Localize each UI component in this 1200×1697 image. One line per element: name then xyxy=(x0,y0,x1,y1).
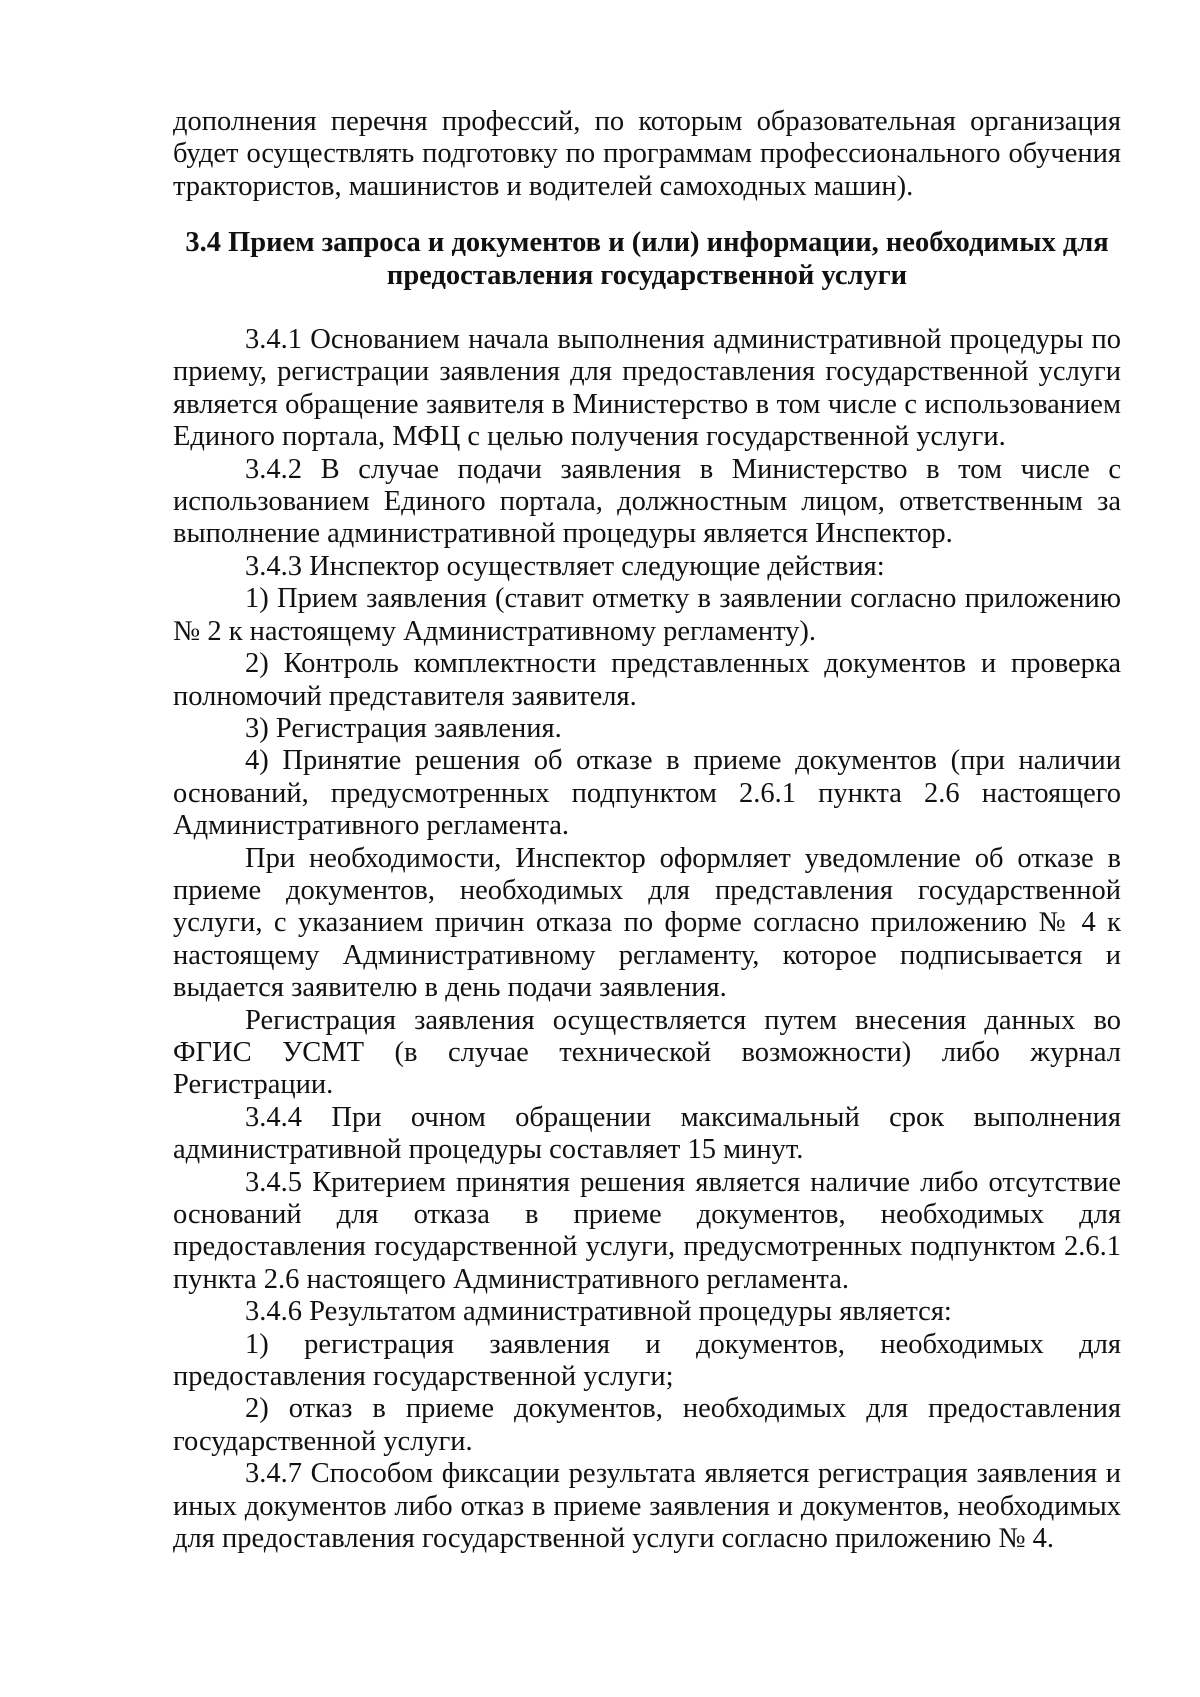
paragraph-3-4-1: 3.4.1 Основанием начала выполнения административной процедуры по приему, регистрации заявления для предоставления государственной услуги является обращение заявителя в Министерство в том числе с использованием Единого портала, МФЦ с целью получения государственной услуги. xyxy=(173,324,1121,453)
document-page xyxy=(173,106,1121,1555)
result-item-2: 2) отказ в приеме документов, необходимых для предоставления государственной услуги. xyxy=(173,1393,1121,1457)
list-item-1: 1) Прием заявления (ставит отметку в заявлении согласно приложению № 2 к настоящему Административному регламенту). xyxy=(173,583,1121,647)
paragraph-3-4-5: 3.4.5 Критерием принятия решения является наличие либо отсутствие оснований для отказа в приеме документов, необходимых для предоставления государственной услуги, предусмотренных подпунктом 2.6.1 пункта 2.6 настоящего Административного регламента. xyxy=(173,1166,1121,1295)
paragraph-3-4-4: 3.4.4 При очном обращении максимальный срок выполнения административной процедуры составляет 15 минут. xyxy=(173,1101,1121,1166)
paragraph-3-4-6: 3.4.6 Результатом административной процедуры является: xyxy=(245,1296,952,1328)
spacer xyxy=(173,203,1121,227)
paragraph-registration: Регистрация заявления осуществляется путем внесения данных во ФГИС УСМТ (в случае технической возможности) либо журнал Регистрации. xyxy=(173,1004,1121,1101)
list-item-3: 3) Регистрация заявления. xyxy=(245,712,562,744)
spacer xyxy=(173,292,1121,324)
list-item-2: 2) Контроль комплектности представленных документов и проверка полномочий представителя заявителя. xyxy=(173,648,1121,712)
paragraph-3-4-3: 3.4.3 Инспектор осуществляет следующие действия: xyxy=(245,550,885,582)
paragraph-refusal-notice: При необходимости, Инспектор оформляет уведомление об отказе в приеме документов, необходимых для представления государственной услуги, с указанием причин отказа по форме согласно приложению № 4 к настоящему Административному регламенту, которое подписывается и выдается заявителю в день подачи заявления. xyxy=(173,842,1121,1004)
paragraph-3-4-2: 3.4.2 В случае подачи заявления в Министерство в том числе с использованием Единого портала, должностным лицом, ответственным за выполнение административной процедуры является Инспектор. xyxy=(173,453,1121,550)
result-item-1: 1) регистрация заявления и документов, необходимых для предоставления государственной услуги; xyxy=(173,1328,1121,1393)
paragraph-3-4-7: 3.4.7 Способом фиксации результата является регистрация заявления и иных документов либо отказ в приеме заявления и документов, необходимых для предоставления государственной услуги согласно приложению № 4. xyxy=(173,1458,1121,1555)
section-heading: 3.4 Прием запроса и документов и (или) информации, необходимых для предоставления государственной услуги xyxy=(185,227,1109,291)
intro-paragraph: дополнения перечня профессий, по которым образовательная организация будет осуществлять подготовку по программам профессионального обучения трактористов, машинистов и водителей самоходных машин). xyxy=(173,106,1121,202)
list-item-4: 4) Принятие решения об отказе в приеме документов (при наличии оснований, предусмотренных подпунктом 2.6.1 пункта 2.6 настоящего Административного регламента. xyxy=(173,745,1121,842)
